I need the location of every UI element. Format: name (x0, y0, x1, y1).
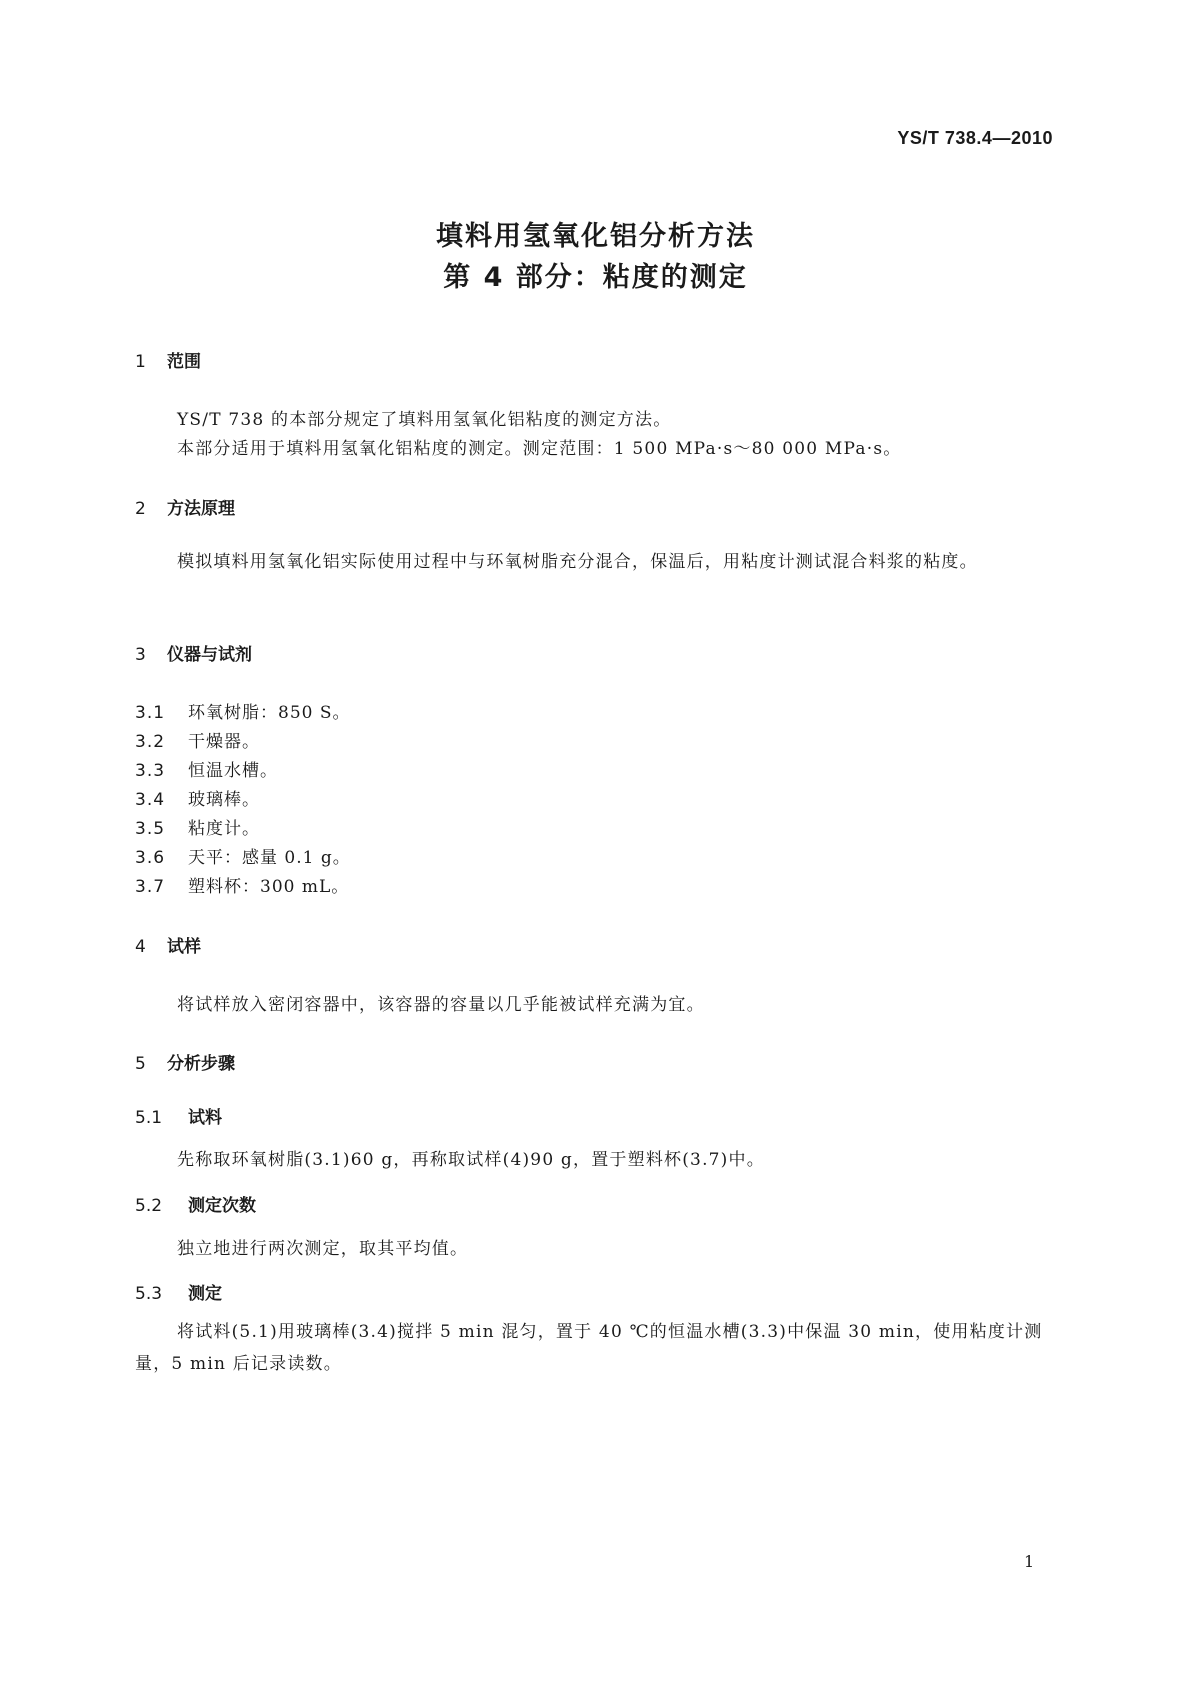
item-number: 3.3 (135, 761, 166, 781)
paragraph: 将试料(5.1)用玻璃棒(3.4)搅拌 5 min 混匀，置于 40 ℃的恒温水槽(3.3)中保温 30 min，使用粘度计测量，5 min 后记录读数。 (135, 1322, 1043, 1374)
list-item (135, 872, 349, 897)
item-text: 恒温水槽。 (188, 761, 278, 781)
item-text: 天平：感量 0.1 g。 (188, 848, 351, 868)
section-title: 范围 (167, 352, 201, 372)
subsection-number: 5.3 (135, 1284, 163, 1304)
subsection-title: 试料 (188, 1108, 222, 1128)
list-item (135, 756, 278, 781)
section-heading-5 (135, 1049, 235, 1074)
item-number: 3.1 (135, 703, 166, 723)
subsection-number: 5.2 (135, 1196, 163, 1216)
item-number: 3.5 (135, 819, 166, 839)
subsection-title: 测定次数 (188, 1196, 256, 1216)
item-text: 玻璃棒。 (188, 790, 260, 810)
section-heading-2 (135, 494, 235, 519)
section-number: 3 (135, 645, 146, 665)
section-title: 仪器与试剂 (167, 645, 252, 665)
subsection-title: 测定 (188, 1284, 222, 1304)
item-text: 粘度计。 (188, 819, 260, 839)
document-title: 填料用氢氧化铝分析方法 (436, 221, 755, 252)
paragraph: 独立地进行两次测定，取其平均值。 (177, 1239, 469, 1259)
item-number: 3.2 (135, 732, 166, 752)
item-text: 干燥器。 (188, 732, 260, 752)
standard-code: YS/T 738.4—2010 (897, 128, 1053, 148)
section-title: 试样 (167, 937, 201, 957)
list-item (135, 814, 260, 839)
page-number: 1 (1024, 1552, 1035, 1571)
list-item (135, 785, 260, 810)
list-item (135, 727, 260, 752)
section-title: 方法原理 (167, 499, 235, 519)
item-text: 环氧树脂：850 S。 (188, 703, 351, 723)
item-number: 3.7 (135, 877, 166, 897)
list-item (135, 698, 351, 723)
section-number: 4 (135, 937, 146, 957)
section-number: 5 (135, 1054, 146, 1074)
paragraph: 先称取环氧树脂(3.1)60 g，再称取试样(4)90 g，置于塑料杯(3.7)中。 (177, 1150, 765, 1170)
item-number: 3.4 (135, 790, 166, 810)
section-number: 2 (135, 499, 146, 519)
section-title: 分析步骤 (167, 1054, 235, 1074)
paragraph: 本部分适用于填料用氢氧化铝粘度的测定。测定范围：1 500 MPa·s～80 000 MPa·s。 (177, 439, 902, 459)
document-subtitle: 第 4 部分：粘度的测定 (443, 262, 748, 293)
section-heading-3 (135, 640, 252, 665)
paragraph: 将试样放入密闭容器中，该容器的容量以几乎能被试样充满为宜。 (177, 995, 705, 1015)
section-heading-1 (135, 347, 201, 372)
section-heading-4 (135, 932, 201, 957)
subsection-heading-5-2 (135, 1191, 256, 1216)
list-item (135, 843, 351, 868)
subsection-number: 5.1 (135, 1108, 163, 1128)
paragraph: YS/T 738 的本部分规定了填料用氢氧化铝粘度的测定方法。 (177, 410, 672, 430)
subsection-heading-5-1 (135, 1103, 222, 1128)
subsection-heading-5-3 (135, 1279, 222, 1304)
item-number: 3.6 (135, 848, 166, 868)
paragraph: 模拟填料用氢氧化铝实际使用过程中与环氧树脂充分混合，保温后，用粘度计测试混合料浆的粘度。 (177, 552, 978, 572)
section-number: 1 (135, 352, 146, 372)
item-text: 塑料杯：300 mL。 (188, 877, 350, 897)
